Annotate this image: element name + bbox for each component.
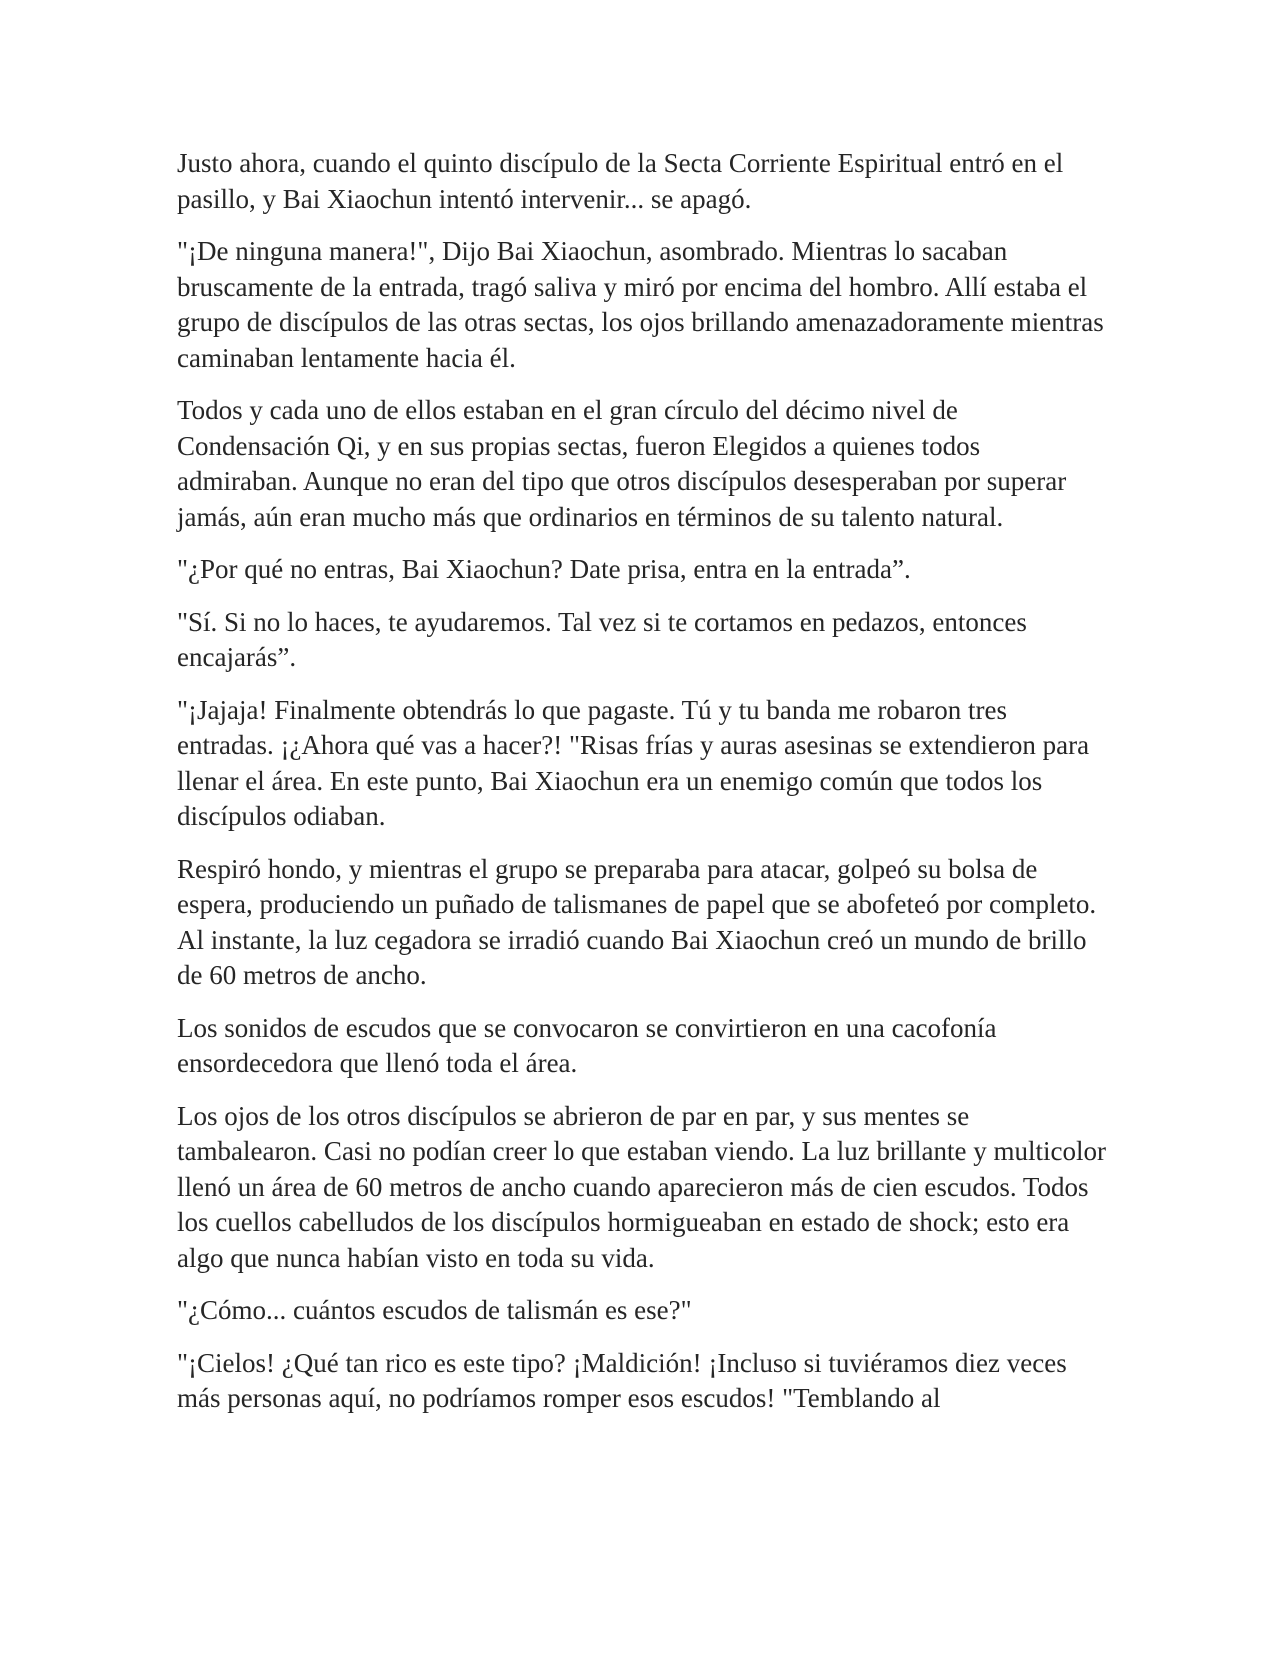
paragraph: Los sonidos de escudos que se convocaron se convirtieron en una cacofonía ensordecedora que llenó toda el área. [177,1012,997,1078]
paragraph: "¿Cómo... cuántos escudos de talismán es ese?" [177,1295,692,1325]
paragraph: Los ojos de los otros discípulos se abrieron de par en par, y sus mentes se tambalearon. Casi no podían creer lo que estaban viendo. La luz brillante y multicolor llenó un área de 60 metros de ancho cuando aparecieron más de cien escudos. Todos los cuellos cabelludos de los discípulos hormigueaban en estado de shock; esto era algo que nunca habían visto en toda su vida. [177,1100,1106,1273]
paragraph: "¿Por qué no entras, Bai Xiaochun? Date prisa, entra en la entrada”. [177,554,911,584]
paragraph: "¡Jajaja! Finalmente obtendrás lo que pagaste. Tú y tu banda me robaron tres entradas. ¡¿Ahora qué vas a hacer?! "Risas frías y auras asesinas se extendieron para llenar el área. En este punto, Bai Xiaochun era un enemigo común que todos los discípulos odiaban. [177,694,1090,831]
paragraph: "¡De ninguna manera!", Dijo Bai Xiaochun, asombrado. Mientras lo sacaban bruscamente de la entrada, tragó saliva y miró por encima del hombro. Allí estaba el grupo de discípulos de las otras sectas, los ojos brillando amenazadoramente mientras caminaban lentamente hacia él. [177,236,1104,373]
paragraph: Justo ahora, cuando el quinto discípulo de la Secta Corriente Espiritual entró en el pasillo, y Bai Xiaochun intentó intervenir... se apagó. [177,148,1064,214]
paragraph: "¡Cielos! ¿Qué tan rico es este tipo? ¡Maldición! ¡Incluso si tuviéramos diez veces más personas aquí, no podríamos romper esos escudos! "Temblando al [177,1347,1067,1413]
paragraph: Respiró hondo, y mientras el grupo se preparaba para atacar, golpeó su bolsa de espera, produciendo un puñado de talismanes de papel que se abofeteó por completo. Al instante, la luz cegadora se irradió cuando Bai Xiaochun creó un mundo de brillo de 60 metros de ancho. [177,853,1097,990]
document-body [177,146,1107,1434]
paragraph: Todos y cada uno de ellos estaban en el gran círculo del décimo nivel de Condensación Qi, y en sus propias sectas, fueron Elegidos a quienes todos admiraban. Aunque no eran del tipo que otros discípulos desesperaban por superar jamás, aún eran mucho más que ordinarios en términos de su talento natural. [177,395,1067,532]
paragraph: "Sí. Si no lo haces, te ayudaremos. Tal vez si te cortamos en pedazos, entonces encajarás”. [177,606,1027,672]
